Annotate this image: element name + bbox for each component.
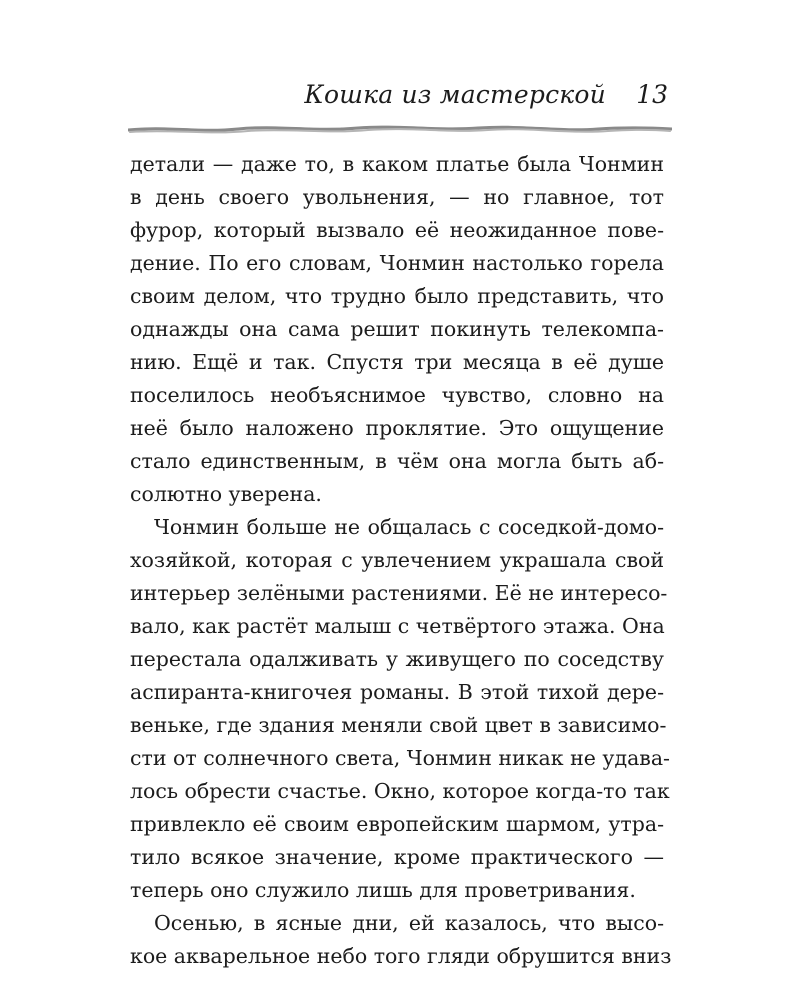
text-line: перестала одалживать у живущего по соседству [130,647,664,671]
paragraph-3 [130,907,672,973]
text-line: нию. Ещё и так. Спустя три месяца в её душе [130,350,664,374]
text-line: фурор, который вызвало её неожиданное пове- [130,218,664,242]
text-line: аспиранта-книгочея романы. В этой тихой дере- [130,680,664,704]
text-line: хозяйкой, которая с увлечением украшала свой [130,548,664,572]
text-line: неё было наложено проклятие. Это ощущение [130,416,664,440]
page-number: 13 [636,80,668,109]
text-line: веньке, где здания меняли свой цвет в зависимо- [130,713,667,737]
text-line: поселилось необъяснимое чувство, словно на [130,383,664,407]
text-line: вало, как растёт малыш с четвёртого этажа. Она [130,614,665,638]
text-line: в день своего увольнения, — но главное, тот [130,185,664,209]
text-line: детали — даже то, в каком платье была Чонмин [130,152,664,176]
body-text [130,148,672,973]
text-line: теперь оно служило лишь для проветривания. [130,878,636,902]
running-title: Кошка из мастерской [304,80,606,109]
text-line: Осенью, в ясные дни, ей казалось, что высо- [154,911,664,935]
page-header [130,78,670,118]
text-line: солютно уверена. [130,482,322,506]
paragraph-1 [130,148,664,511]
header-decorative-rule [128,120,672,138]
text-line: лось обрести счастье. Окно, которое когда-то так [130,779,670,803]
text-line: сти от солнечного света, Чонмин никак не удава- [130,746,670,770]
text-line: кое акварельное небо того гляди обрушится вниз [130,944,672,968]
text-line: интерьер зелёными растениями. Её не интересо- [130,581,668,605]
text-line: привлекло её своим европейским шармом, утра- [130,812,664,836]
text-line: Чонмин больше не общалась с соседкой-домо- [154,515,664,539]
text-line: своим делом, что трудно было представить, что [130,284,664,308]
text-line: тило всякое значение, кроме практического — [130,845,664,869]
text-line: однажды она сама решит покинуть телекомпа- [130,317,664,341]
text-line: стало единственным, в чём она могла быть аб- [130,449,664,473]
text-line: дение. По его словам, Чонмин настолько горела [130,251,664,275]
paragraph-2 [130,511,670,907]
